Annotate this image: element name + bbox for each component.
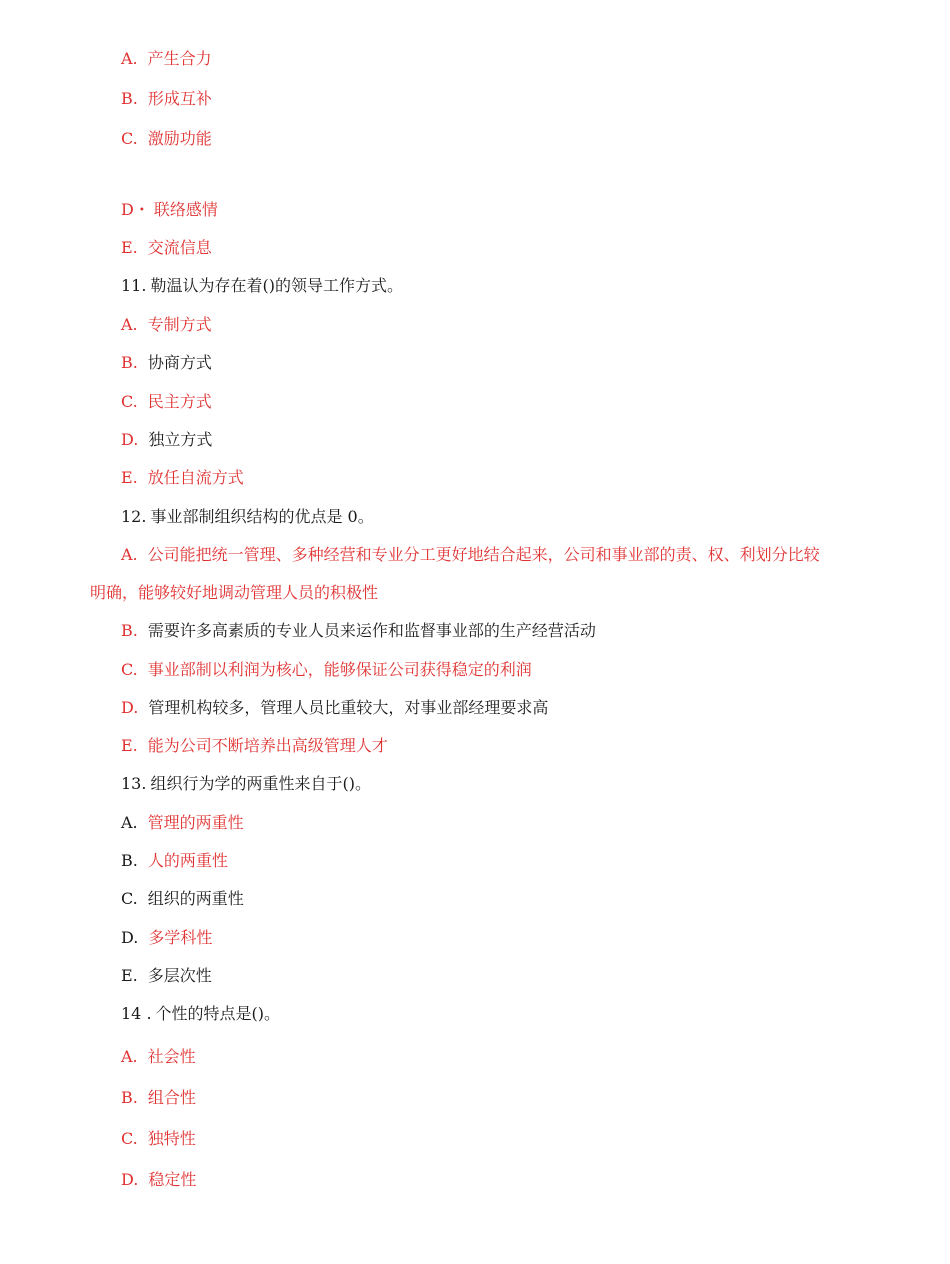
q14-option-d: [121, 1170, 196, 1190]
q12-option-c: [121, 660, 532, 680]
question-text: 个性的特点是()。: [155, 1004, 281, 1023]
question-number: 12.: [121, 507, 147, 526]
q12-option-a-continued: [90, 583, 378, 603]
q12-option-e: [121, 736, 388, 756]
option-text: 产生合力: [147, 49, 212, 68]
q10-option-c: [121, 129, 212, 149]
option-label: B.: [121, 621, 138, 640]
q12-option-a: [121, 545, 820, 565]
question-text: 勒温认为存在着()的领导工作方式。: [150, 276, 403, 295]
option-text: 联络感情: [153, 200, 218, 219]
question-number: 13.: [121, 774, 147, 793]
option-text: 多学科性: [148, 928, 213, 947]
option-text: 多层次性: [147, 966, 212, 985]
q11-option-e: [121, 468, 244, 488]
option-label: B.: [121, 851, 138, 870]
option-label: C.: [121, 129, 138, 148]
option-label: D.: [121, 430, 139, 449]
option-text: 组织的两重性: [147, 889, 244, 908]
q11-option-b: [121, 353, 212, 373]
option-text: 社会性: [147, 1047, 196, 1066]
option-label: E.: [121, 238, 138, 257]
option-label: C.: [121, 889, 138, 908]
option-text: 形成互补: [147, 89, 212, 108]
option-label: B.: [121, 353, 138, 372]
q10-option-b: [121, 89, 212, 109]
q11-option-a: [121, 315, 212, 335]
option-text: 协商方式: [147, 353, 212, 372]
option-label: E.: [121, 468, 138, 487]
q13-option-d: [121, 928, 212, 948]
option-label: C.: [121, 392, 138, 411]
option-label: A.: [121, 813, 138, 832]
question-text: 事业部制组织结构的优点是 0。: [150, 507, 374, 526]
option-text: 需要许多高素质的专业人员来运作和监督事业部的生产经营活动: [147, 621, 596, 640]
question-13: [121, 774, 371, 794]
option-text: 组合性: [147, 1088, 196, 1107]
option-label: E.: [121, 736, 138, 755]
question-11: [121, 276, 403, 296]
option-label: C.: [121, 1129, 138, 1148]
option-label: C.: [121, 660, 138, 679]
q13-option-a: [121, 813, 244, 833]
question-14: [121, 1004, 280, 1024]
option-text: 公司能把统一管理、多种经营和专业分工更好地结合起来，公司和事业部的责、权、利划分比较: [147, 545, 820, 564]
option-text: 民主方式: [147, 392, 212, 411]
q10-option-a: [121, 49, 212, 69]
q14-option-a: [121, 1047, 196, 1067]
option-label: B.: [121, 89, 138, 108]
option-text: 人的两重性: [147, 851, 228, 870]
option-label: A.: [121, 49, 138, 68]
question-number: 14 .: [121, 1004, 152, 1023]
option-text: 独特性: [147, 1129, 196, 1148]
q12-option-d: [121, 698, 548, 718]
q10-option-d: [121, 200, 218, 220]
question-number: 11.: [121, 276, 147, 295]
option-text-continued: 明确，能够较好地调动管理人员的积极性: [90, 583, 379, 602]
option-label: D.: [121, 1170, 139, 1189]
question-12: [121, 507, 374, 527]
option-text: 专制方式: [147, 315, 212, 334]
question-text: 组织行为学的两重性来自于()。: [150, 774, 371, 793]
option-label: A.: [121, 1047, 138, 1066]
option-label: E.: [121, 966, 138, 985]
q14-option-c: [121, 1129, 196, 1149]
option-text: 事业部制以利润为核心，能够保证公司获得稳定的利润: [147, 660, 532, 679]
q10-option-e: [121, 238, 212, 258]
option-text: 交流信息: [147, 238, 212, 257]
option-text: 放任自流方式: [147, 468, 244, 487]
q13-option-c: [121, 889, 244, 909]
q13-option-b: [121, 851, 228, 871]
option-label: D.: [121, 698, 139, 717]
q11-option-c: [121, 392, 212, 412]
option-label: B.: [121, 1088, 138, 1107]
option-text: 管理的两重性: [147, 813, 244, 832]
option-label: D.: [121, 928, 139, 947]
option-label: A.: [121, 545, 138, 564]
option-text: 能为公司不断培养出高级管理人才: [147, 736, 388, 755]
q13-option-e: [121, 966, 212, 986]
q14-option-b: [121, 1088, 196, 1108]
option-text: 激励功能: [147, 129, 212, 148]
q12-option-b: [121, 621, 596, 641]
option-label: D・: [121, 200, 150, 219]
option-label: A.: [121, 315, 138, 334]
q11-option-d: [121, 430, 212, 450]
option-text: 管理机构较多，管理人员比重较大，对事业部经理要求高: [148, 698, 549, 717]
option-text: 稳定性: [148, 1170, 197, 1189]
option-text: 独立方式: [148, 430, 213, 449]
